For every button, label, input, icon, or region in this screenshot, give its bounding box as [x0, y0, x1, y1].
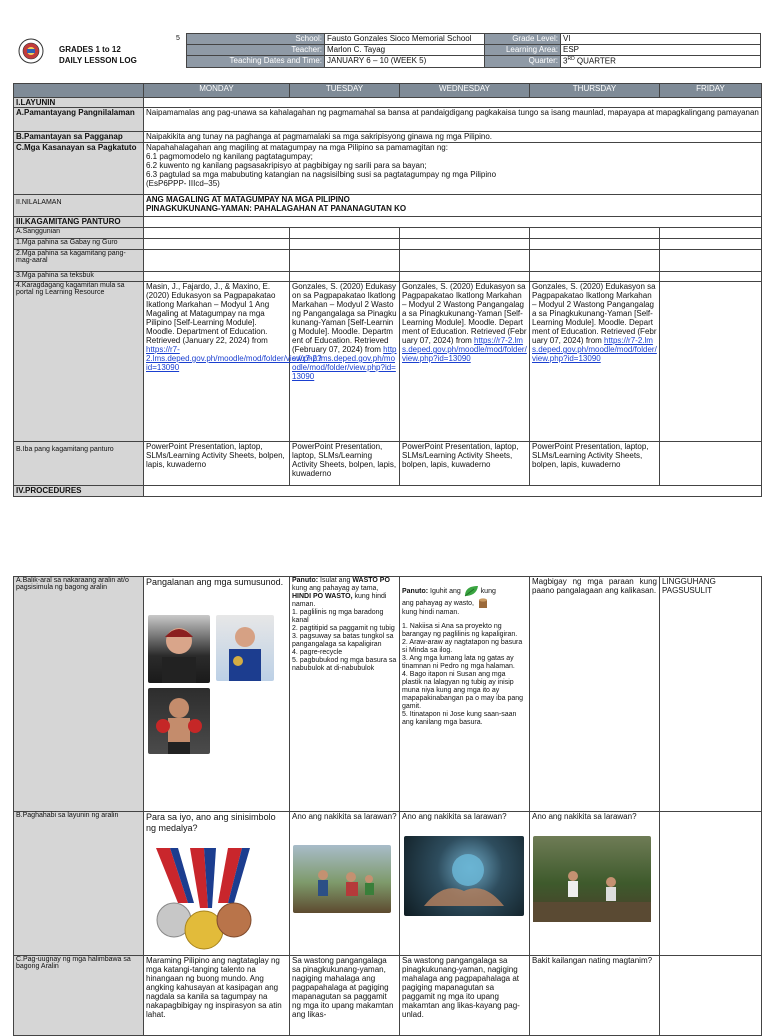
title-line-1: GRADES 1 to 12: [59, 45, 121, 54]
pag-uugnay-wednesday: Sa wastong pangangalaga sa pinagkukunang-yaman, nagiging mahalaga ang pagpapahalaga at pagiging mapanagutan sa paggamit ng mga ito upang makamtan ang likas-kayang pag-unlad.: [400, 956, 530, 1036]
pagganap-text: Naipakikita ang tunay na paghanga at pagmamalaki sa mga sakripisyong ginawa ng mga Pilipino.: [144, 132, 762, 143]
teacher-label: Teacher:: [187, 45, 325, 56]
kasanayan-label: C.Mga Kasanayan sa Pagkatuto: [14, 143, 144, 195]
paghahabi-tuesday: Ano ang nakikita sa larawan?: [290, 812, 400, 956]
lesson-log-table: [13, 83, 762, 497]
procedures-table: [13, 576, 762, 1036]
pag-uugnay-thursday: Bakit kailangan nating magtanim?: [530, 956, 660, 1036]
dates-label: Teaching Dates and Time:: [187, 56, 325, 68]
resource-wednesday: Gonzales, S. (2020) Edukasyon sa Pagpapakatao Ikatlong Markahan – Modyul 2 Wastong Pangangalaga sa Pinagkukunang-Yaman [Self-Learning Module]. Moodle. Department of Education. Retrieved (February 07, 2024) from https://r7-2.lms.deped.gov.ph/moodle/mod/folder/view.php?id=13090: [400, 282, 530, 442]
dll-title: [59, 44, 137, 66]
kagamitang-label: 2.Mga pahina sa kagamitang pang-mag-aaral: [14, 250, 144, 272]
paghahabi-wednesday: Ano ang nakikita sa larawan?: [400, 812, 530, 956]
balik-friday: LINGGUHANG PAGSUSULIT: [660, 577, 762, 812]
leaf-icon: [463, 585, 479, 597]
nilalaman-text: ANG MAGALING AT MATAGUMPAY NA MGA PILIPINO PINAGKUKUNANG-YAMAN: PAHALAGAHAN AT PANANAGUTAN KO: [144, 195, 762, 217]
pamantayang-text: Naipamamalas ang pag-unawa sa kahalagahan ng pagmamahal sa bansa at pandaigdigang pagkakaisa tungo sa isang maunlad, mapayapa at mapagkalingang pamayanan: [144, 108, 762, 132]
nilalaman-label: II.NILALAMAN: [14, 195, 144, 217]
pag-uugnay-monday: Maraming Pilipino ang nagtataglay ng mga katangi-tanging talento na hinangaan ng buong mundo. Ang angking kahusayan at kasipagan ang nagdala sa kanila sa tagumpay na nakapagbibigay ng inspirasyon sa atin lahat.: [144, 956, 290, 1036]
pag-uugnay-tuesday: Sa wastong pangangalaga sa pinagkukunang-yaman, nagiging mahalaga ang pagpapahalaga at pagiging mapanagutan sa paggamit ng mga ito upang makamtan ang likas-: [290, 956, 400, 1036]
grade-value: VI: [561, 34, 761, 45]
resource-monday: Masin, J., Fajardo, J., & Maxino, E. (2020) Edukasyon sa Pagpapakatao Ikatlong Markahan – Modyul 1 Ang Magaling at Matagumpay na mga Pilipino [Self-Learning Module]. Moodle. Department of Education. Retrieved (January 22, 2024) from https://r7-2.lms.deped.gov.ph/moodle/mod/folder/view.php?id=13090: [144, 282, 290, 442]
resource-link-tuesday[interactable]: https://r7-2.lms.deped.gov.ph/moodle/mod/folder/view.php?id=13090: [292, 345, 397, 381]
balik-monday: Pangalanan ang mga sumusunod.: [144, 577, 290, 812]
photo-person-2: [216, 615, 274, 681]
page-number: 5: [176, 35, 180, 42]
photo-people-planting: [293, 845, 391, 913]
stump-icon: [476, 597, 490, 609]
procedures-heading: IV.PROCEDURES: [14, 486, 144, 497]
grade-label: Grade Level:: [485, 34, 561, 45]
balik-wednesday: Panuto: Iguhit ang kung ang pahayag ay wasto, kung hindi naman. 1. Nakiisa si Ana sa proyekto ng barangay ng paglilinis ng kapaligiran. 2. Araw-araw ay nagtatapon ng basura si Minda sa ilog. 3. Ang mga lumang lata ng gatas ay tinamnan ni Pedro ng mga halaman. 4. Bago itapon ni Susan ang mga plastik na lalagyan ng tubig ay inisip muna niya kung ang mga ito ay mapapakinabangan pa o may iba pang gamit. 5. Itinatapon ni Jose kung saan-saan ang kanilang mga basura.: [400, 577, 530, 812]
balik-tuesday: Panuto: Isulat ang WASTO PO kung ang pahayag ay tama, HINDI PO WASTO, kung hindi naman. 1. paglilinis ng mga baradong kanal 2. pagtitipid sa paggamit ng tubig 3. pagsuway sa batas tungkol sa pangangalaga sa kapaligiran 4. pagre-recycle 5. pagbubukod ng mga basura sa nabubulok at di-nabubulok: [290, 577, 400, 812]
paghahabi-monday: Para sa iyo, ano ang sinisimbolo ng medalya?: [144, 812, 290, 956]
photo-person-3: [148, 688, 210, 754]
sanggunian-label: A.Sanggunian: [14, 228, 144, 239]
day-thursday: THURSDAY: [530, 84, 660, 98]
kagamitan-heading: III.KAGAMITANG PANTURO: [14, 217, 144, 228]
resource-tuesday: Gonzales, S. (2020) Edukasyon sa Pagpapakatao Ikatlong Markahan – Modyul 2 Wastong Pangangalaga sa Pinagkukunang-Yaman [Self-Learning Module]. Moodle. Department of Education. Retrieved (February 07, 2024) from https://r7-2.lms.deped.gov.ph/moodle/mod/folder/view.php?id=13090: [290, 282, 400, 442]
header-info-table: [186, 33, 761, 68]
teksbuk-label: 3.Mga pahina sa teksbuk: [14, 272, 144, 282]
quarter-label: Quarter:: [485, 56, 561, 68]
photo-hands-earth: [404, 836, 524, 916]
iba-label: B.Iba pang kagamitang panturo: [14, 442, 144, 486]
gabay-label: 1.Mga pahina sa Gabay ng Guro: [14, 239, 144, 250]
layunin-heading: I.LAYUNIN: [14, 98, 144, 108]
area-label: Learning Area:: [485, 45, 561, 56]
pag-uugnay-label: C.Pag-uugnay ng mga halimbawa sa bagong Aralin: [14, 956, 144, 1036]
karagdagang-label: 4.Karagdagang kagamitan mula sa portal ng Learning Resource: [14, 282, 144, 442]
day-friday: FRIDAY: [660, 84, 762, 98]
paghahabi-thursday: Ano ang nakikita sa larawan?: [530, 812, 660, 956]
resource-thursday: Gonzales, S. (2020) Edukasyon sa Pagpapakatao Ikatlong Markahan – Modyul 2 Wastong Pangangalaga sa Pinagkukunang-Yaman [Self-Learning Module]. Moodle. Department of Education. Retrieved (February 07, 2024) from https://r7-2.lms.deped.gov.ph/moodle/mod/folder/view.php?id=13090: [530, 282, 660, 442]
quarter-value: 3RD QUARTER: [561, 56, 761, 68]
balik-label: A.Balik-aral sa nakaraang aralin at/o pagsisimula ng bagong aralin: [14, 577, 144, 812]
iba-tuesday: PowerPoint Presentation, laptop, SLMs/Learning Activity Sheets, bolpen, lapis, kuwaderno: [290, 442, 400, 486]
resource-link-wednesday[interactable]: https://r7-2.lms.deped.gov.ph/moodle/mod/folder/view.php?id=13090: [402, 336, 527, 363]
iba-wednesday: PowerPoint Presentation, laptop, SLMs/Learning Activity Sheets, bolpen, lapis, kuwaderno: [400, 442, 530, 486]
paghahabi-label: B.Paghahabi sa layunin ng aralin: [14, 812, 144, 956]
photo-person-1: [148, 615, 210, 683]
dates-value: JANUARY 6 – 10 (WEEK 5): [325, 56, 485, 68]
resource-link-thursday[interactable]: https://r7-2.lms.deped.gov.ph/moodle/mod/folder/view.php?id=13090: [532, 336, 657, 363]
photo-garden: [533, 836, 651, 922]
pamantayang-label: A.Pamantayang Pangnilalaman: [14, 108, 144, 132]
iba-thursday: PowerPoint Presentation, laptop, SLMs/Learning Activity Sheets, bolpen, lapis, kuwaderno: [530, 442, 660, 486]
school-value: Fausto Gonzales Sioco Memorial School: [325, 34, 485, 45]
kasanayan-text: Napahahalagahan ang magiling at matagumpay na mga Pilipino sa pamamagitan ng: 6.1 pagmomodelo ng kanilang pagtatagumpay; 6.2 kuwento ng kanilang pagsasakripisyo at pagbibigay ng sarili para sa bayan; 6.3 pagtulad sa mga mabubuting katangian na nagsisilbing susi sa pagtatagumpay ng mga Pilipino (EsP6PPP- IIIcd–35): [144, 143, 762, 195]
day-header-row: [14, 84, 762, 98]
teacher-value: Marlon C. Tayag: [325, 45, 485, 56]
iba-monday: PowerPoint Presentation, laptop, SLMs/Learning Activity Sheets, bolpen, lapis, kuwaderno: [144, 442, 290, 486]
balik-thursday: Magbigay ng mga paraan kung paano pangalagaan ang kalikasan.: [530, 577, 660, 812]
resource-link-monday[interactable]: https://r7-2.lms.deped.gov.ph/moodle/mod/folder/view.php?id=13090: [146, 345, 322, 372]
photo-medals: [148, 848, 254, 953]
title-line-2: DAILY LESSON LOG: [59, 56, 137, 65]
day-wednesday: WEDNESDAY: [400, 84, 530, 98]
deped-seal-icon: [18, 38, 44, 64]
pagganap-label: B.Pamantayan sa Pagganap: [14, 132, 144, 143]
school-label: School:: [187, 34, 325, 45]
day-tuesday: TUESDAY: [290, 84, 400, 98]
area-value: ESP: [561, 45, 761, 56]
day-monday: MONDAY: [144, 84, 290, 98]
